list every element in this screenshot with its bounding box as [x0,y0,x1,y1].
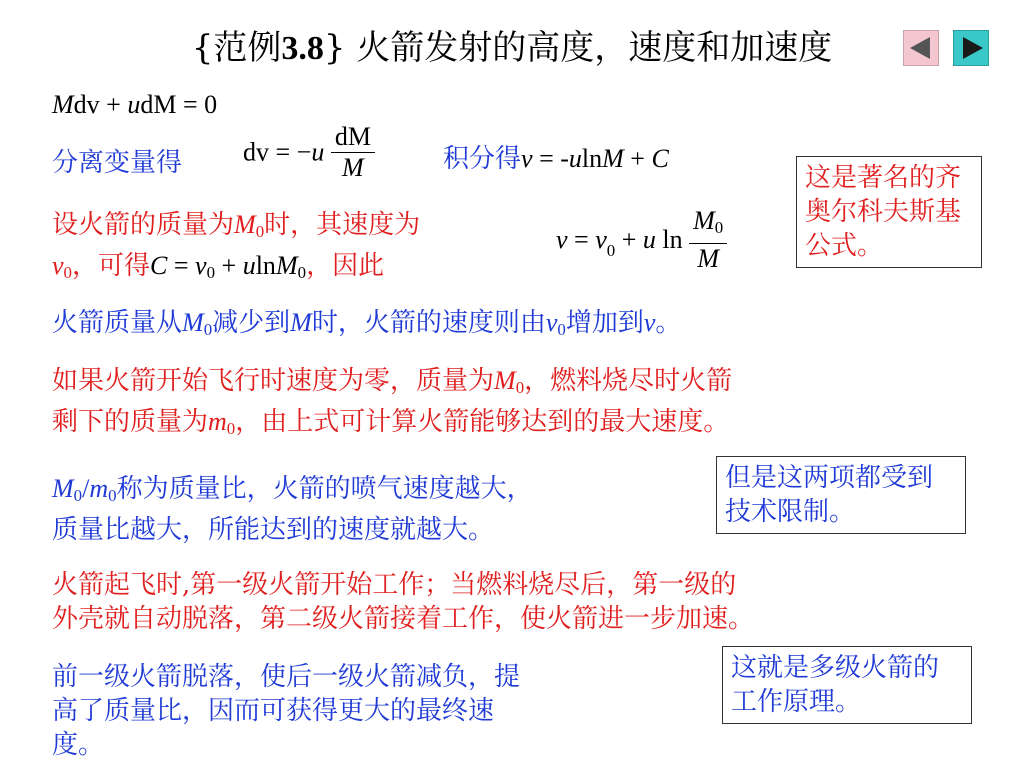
integ-plus: + [623,144,652,173]
eq2-u: u [642,225,656,255]
setup-plus: + [215,251,243,281]
setup-M2-sub: 0 [297,263,307,283]
red1-M-sub: 0 [515,378,525,398]
title-suffix: } 火箭发射的高度，速度和加速度 [323,28,833,68]
red1-M: M [494,366,516,395]
mass-M2: M [290,308,312,337]
red1-m-sub: 0 [226,419,236,439]
multistage-line-2: 外壳就自动脱落，第二级火箭接着工作，使火箭进一步加速。 [52,604,755,634]
setup-paragraph [52,208,552,290]
red1-text-a: 如果火箭开始飞行时速度为零，质量为 [52,366,495,396]
equation-momentum [52,90,217,120]
red1-text-d: ，由上式可计算火箭能够达到的最大速度。 [235,407,730,438]
sep-numerator: dM [331,122,375,153]
setup-text-c: ，可得 [72,251,151,282]
integ-rest: = - [532,144,569,173]
next-slide-button[interactable] [953,30,989,66]
sep-denominator: M [342,153,364,182]
mass-ratio-line-2: 质量比越大，所能达到的速度就越大。 [52,515,495,546]
setup-M2: M [275,251,298,281]
sep-u: u [311,137,325,167]
blue1-m: m [89,474,109,503]
eq1-dM: dM [140,90,177,119]
mass-M-sub: 0 [203,320,213,340]
setup-line-1 [52,208,552,249]
setup-ln: ln [255,251,276,281]
slide-title [0,20,1024,69]
setup-text-a: 设火箭的质量为 [52,210,235,240]
eq1-eq0: = 0 [176,90,218,119]
max-velocity-paragraph [52,364,1012,446]
eq2-fraction [689,206,727,274]
setup-M-sub: 0 [255,222,265,242]
setup-M: M [234,210,256,239]
eq1-M: M [52,90,74,119]
separation-equation [243,122,375,183]
mass-v-sub: 0 [557,320,566,340]
eq2-eq: = [567,225,596,255]
integration-line [443,142,669,176]
mass-v: v [545,308,558,337]
multistage-line-1: 火箭起飞时,第一级火箭开始工作；当燃料烧尽后，第一级的 [52,570,737,600]
integ-M: M [602,144,624,173]
blue1-slash: / [82,474,90,503]
eq2-num-M: M [693,206,715,235]
left-arrow-icon [910,37,930,59]
mass-text-c: 时，火箭的速度则由 [311,308,546,338]
stage-drop-paragraph [52,660,692,762]
multistage-paragraph [52,568,1012,636]
mass-M: M [182,308,204,337]
setup-u: u [242,251,256,281]
setup-C: C [150,251,168,281]
integ-C: C [651,144,669,173]
setup-v-sub: 0 [63,263,72,283]
setup-line-2 [52,249,552,290]
eq1-plus: + [99,90,128,119]
mass-text-a: 火箭质量从 [52,308,183,338]
eq1-u: u [127,90,141,119]
mass-text-b: 减少到 [212,308,291,338]
sep-fraction [331,122,375,183]
red1-text-c: 剩下的质量为 [52,407,209,438]
eq2-ln: ln [655,225,690,255]
blue1-M: M [52,474,74,503]
max-velocity-line-2 [52,405,1012,446]
tsiolkovsky-equation [556,206,727,274]
eq2-num-sub: 0 [714,218,724,238]
eq2-v0: v [595,225,607,255]
title-number: 3.8 [281,30,324,67]
eq2-v0-sub: 0 [606,241,616,261]
right-arrow-icon [963,37,983,59]
mass-text-e: 。 [655,308,682,338]
integration-label: 积分得 [443,144,522,174]
mass-change-line [52,306,681,347]
setup-v2-sub: 0 [206,263,216,283]
red1-m: m [208,407,227,437]
eq2-numerator [689,206,727,244]
stage-drop-line-2: 高了质量比，因而可获得更大的最终速 [52,696,495,726]
setup-text-b: 时，其速度为 [264,210,421,240]
technical-limit-note-box: 但是这两项都受到技术限制。 [716,456,966,534]
setup-eq: = [167,251,196,281]
mass-ratio-line-1 [52,472,692,513]
blue1-M-sub: 0 [73,486,83,506]
eq2-plus: + [615,225,643,255]
eq2-v: v [556,225,568,255]
prev-slide-button[interactable] [903,30,939,66]
setup-v: v [52,251,64,281]
mass-text-d: 增加到 [565,308,644,338]
blue1-m-sub: 0 [108,486,117,506]
setup-text-d: ，因此 [306,251,385,282]
multistage-principle-note-box: 这就是多级火箭的工作原理。 [722,646,972,724]
mass-v2: v [643,308,656,337]
integ-u: u [568,144,582,173]
integ-ln: ln [581,144,603,173]
title-prefix: {范例 [191,28,282,68]
mass-ratio-paragraph [52,472,692,547]
integ-v: v [521,144,533,173]
stage-drop-line-1: 前一级火箭脱落，使后一级火箭减负，提 [52,662,521,692]
eq1-dv: dv [73,90,100,119]
tsiolkovsky-note-box: 这是著名的齐奥尔科夫斯基公式。 [796,156,982,268]
max-velocity-line-1 [52,364,1012,405]
setup-v2: v [195,251,207,281]
red1-text-b: ，燃料烧尽时火箭 [524,366,733,396]
separation-label: 分离变量得 [52,148,183,178]
eq2-denominator: M [697,244,720,274]
stage-drop-line-3: 度。 [52,730,105,760]
sep-lhs: dv = − [243,137,312,167]
blue1-text-a: 称为质量比，火箭的喷气速度越大， [116,474,533,504]
